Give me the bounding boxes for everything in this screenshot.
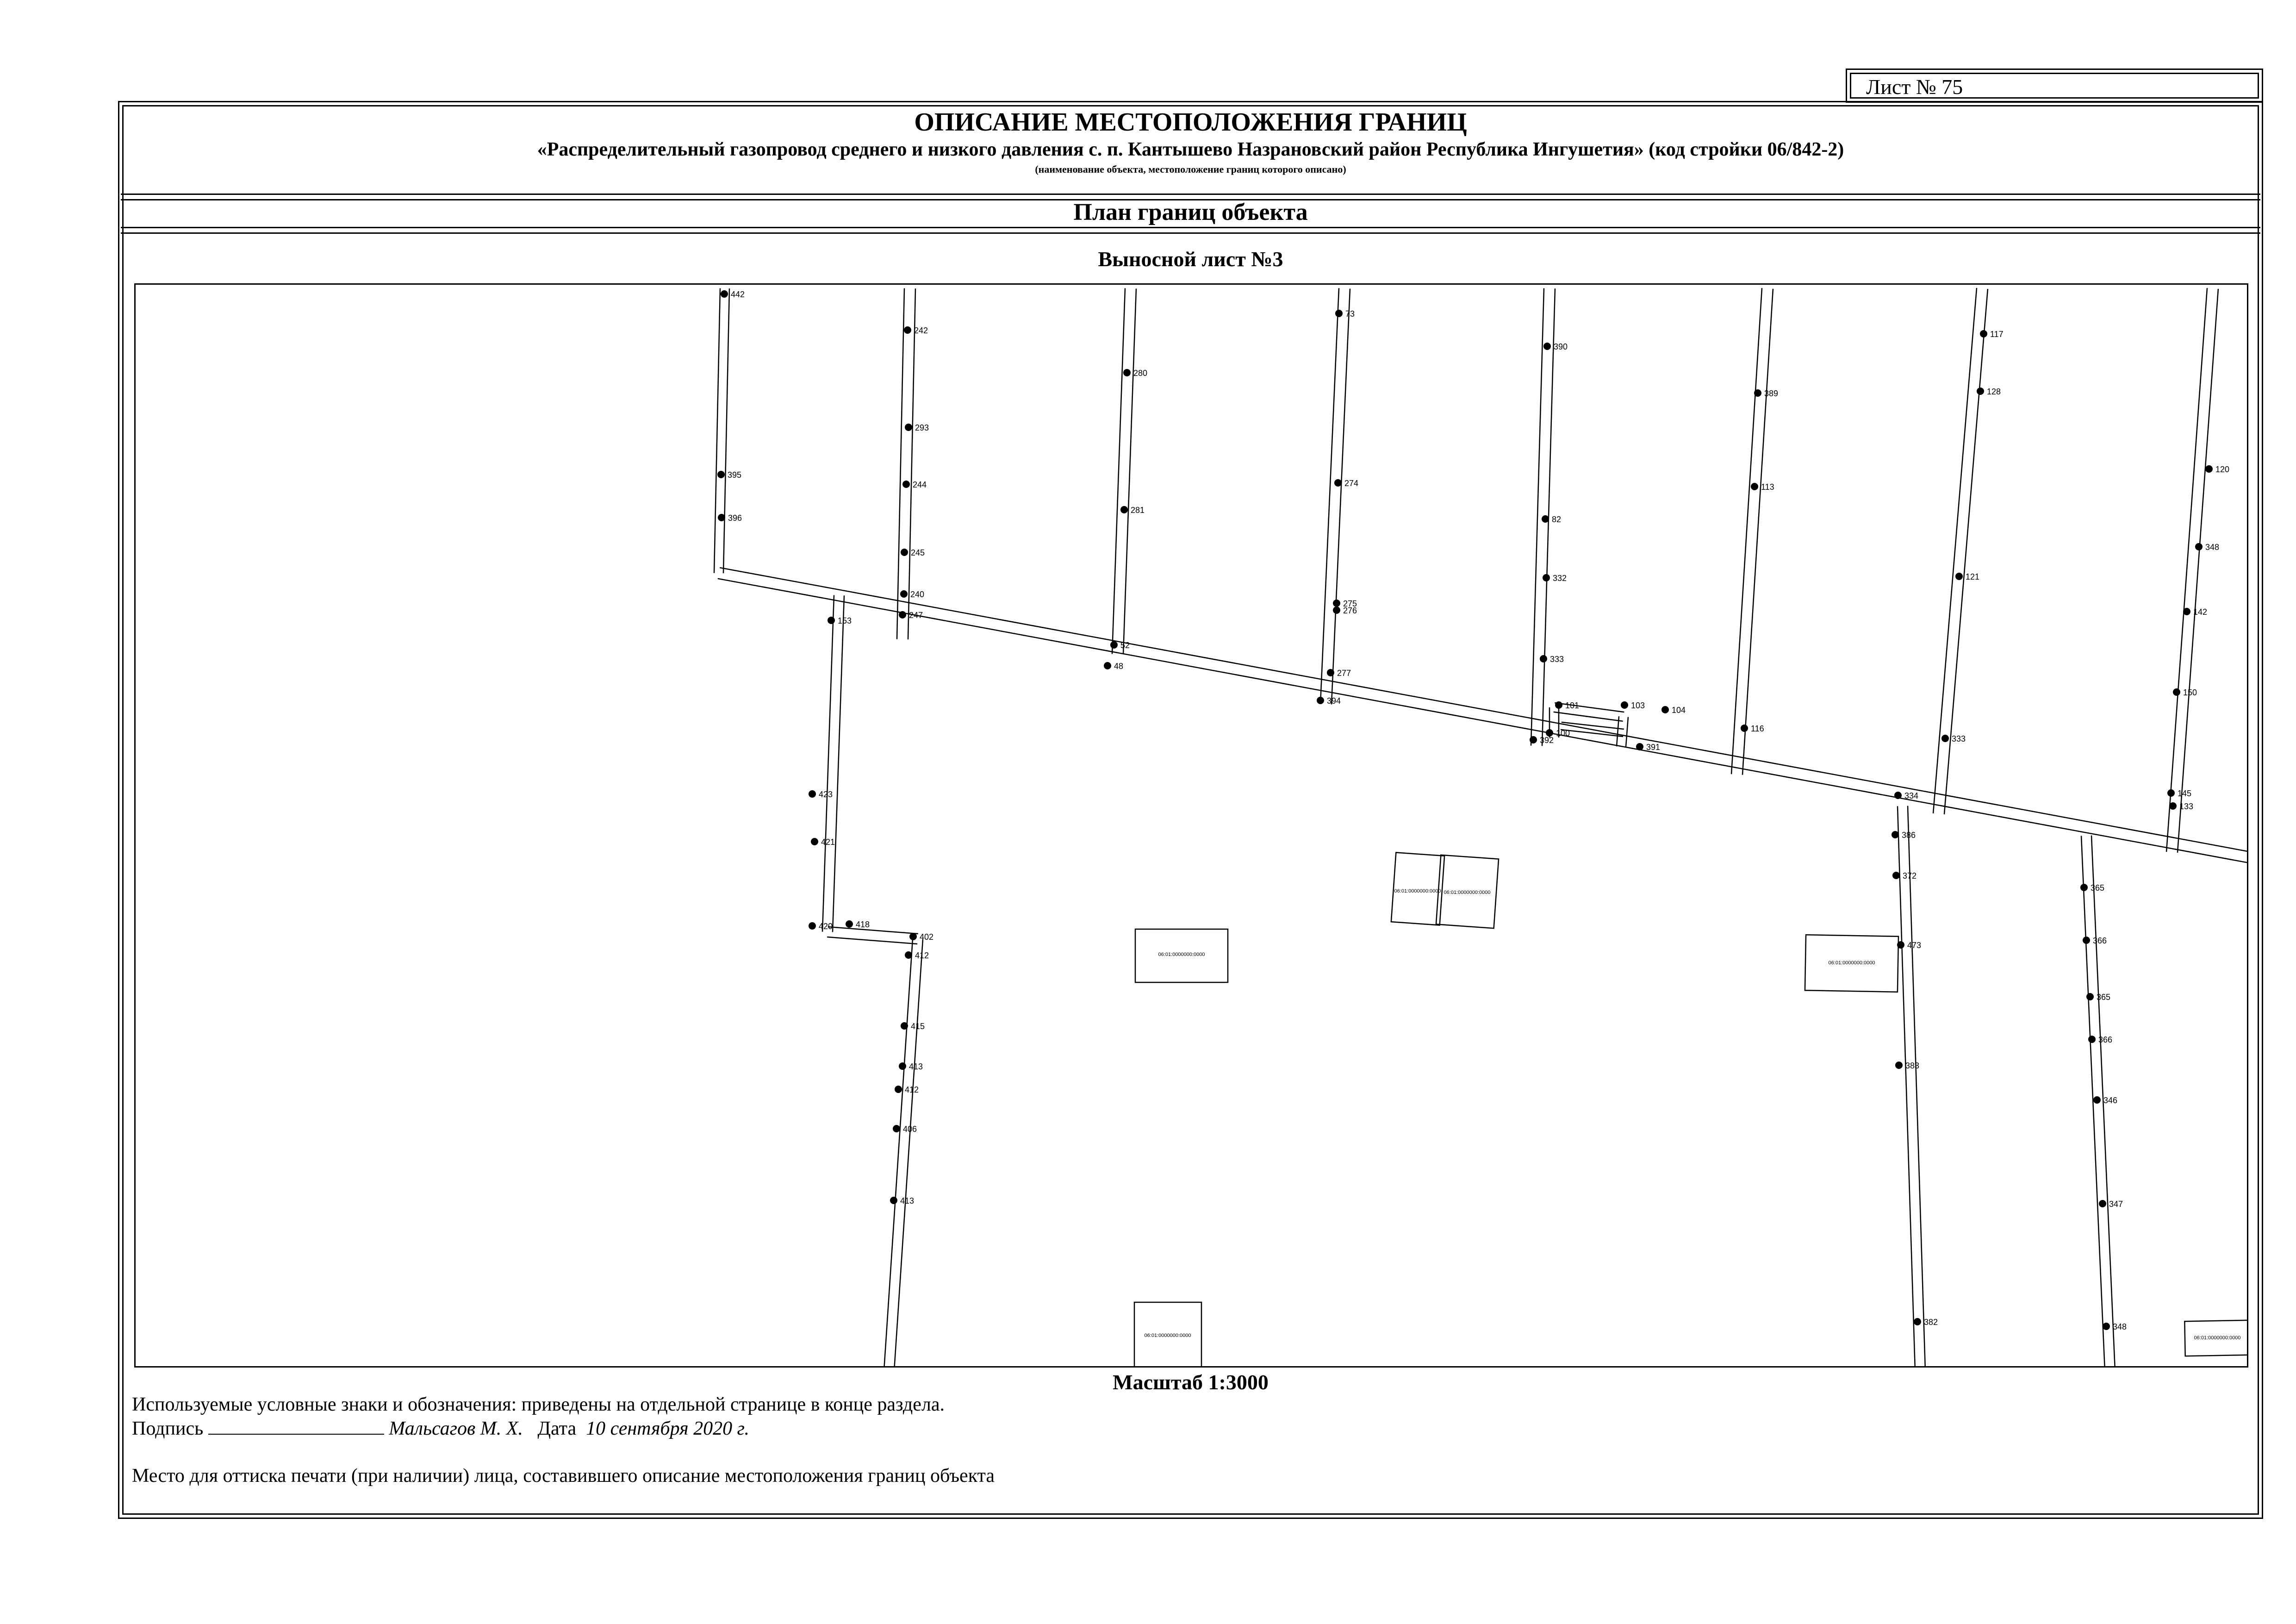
boundary-line: [1626, 717, 1628, 747]
boundary-line: [714, 288, 720, 573]
boundary-point: [1621, 701, 1628, 709]
boundary-point: [721, 290, 728, 298]
boundary-point: [899, 1062, 906, 1070]
boundary-line: [1898, 806, 1915, 1368]
point-label: 348: [2113, 1322, 2127, 1331]
point-label: 293: [915, 423, 929, 432]
boundary-point: [1741, 725, 1748, 732]
boundary-line: [2081, 836, 2105, 1368]
boundary-point: [893, 1125, 900, 1132]
point-label: 421: [821, 837, 835, 847]
point-label: 366: [2093, 936, 2107, 945]
point-label: 247: [909, 611, 923, 620]
point-label: 280: [1133, 369, 1148, 378]
boundary-point: [1892, 831, 1899, 838]
boundary-line: [827, 937, 917, 944]
point-label: 100: [1556, 729, 1570, 738]
boundary-line: [1531, 288, 1544, 746]
boundary-point: [2093, 1096, 2101, 1104]
sheet-number: Лист № 75: [1850, 73, 2259, 99]
boundary-point: [846, 920, 853, 928]
boundary-point: [1751, 483, 1758, 490]
point-label: 281: [1131, 506, 1145, 515]
boundary-line: [833, 595, 844, 932]
boundary-point: [1543, 574, 1550, 581]
point-label: 413: [909, 1062, 923, 1071]
boundary-line: [822, 595, 834, 932]
plan-title-divider: [121, 227, 2260, 228]
point-label: 473: [1907, 941, 1922, 950]
boundary-point: [2099, 1200, 2106, 1207]
signer-name: Мальсагов М. Х.: [389, 1418, 523, 1439]
point-label: 389: [1764, 389, 1779, 398]
boundary-point: [811, 838, 818, 845]
parcel-label: 06:01:0000000:0000: [1444, 890, 1491, 895]
boundary-point: [1327, 669, 1334, 676]
point-label: 332: [1553, 574, 1567, 583]
boundary-point: [899, 611, 906, 618]
point-label: 442: [731, 290, 745, 299]
boundary-point: [1317, 697, 1324, 704]
point-label: 103: [1631, 701, 1645, 710]
point-label: 394: [1327, 696, 1341, 706]
boundary-line: [1320, 288, 1339, 704]
point-label: 104: [1672, 706, 1686, 715]
boundary-point: [1333, 600, 1340, 607]
object-caption: (наименование объекта, местоположение границ которого описано): [1035, 163, 1346, 175]
point-label: 113: [1761, 482, 1774, 492]
header-divider: [121, 194, 2260, 195]
point-label: 365: [2097, 993, 2111, 1002]
boundary-line: [1554, 712, 1623, 721]
point-label: 347: [2109, 1199, 2123, 1209]
point-label: 120: [2215, 465, 2230, 474]
boundary-line: [723, 288, 729, 573]
parcel-label: 06:01:0000000:0000: [1394, 888, 1441, 894]
boundary-point: [1897, 941, 1904, 949]
date-value: 10 сентября 2020 г.: [586, 1418, 749, 1439]
point-label: 372: [1903, 871, 1917, 881]
plan-sheet-title: Выносной лист №3: [1098, 247, 1283, 271]
point-label: 121: [1966, 572, 1980, 581]
boundary-point: [1333, 606, 1340, 614]
boundary-point: [901, 1022, 908, 1030]
boundary-point: [905, 424, 912, 431]
boundary-point: [1895, 1062, 1903, 1069]
boundary-point: [1661, 706, 1669, 713]
boundary-point: [718, 514, 725, 521]
boundary-line: [1944, 289, 1988, 814]
point-label: 415: [911, 1022, 925, 1031]
point-label: 73: [1345, 309, 1355, 319]
scale-label: Масштаб 1:3000: [1113, 1370, 1269, 1394]
boundary-line: [1112, 288, 1125, 654]
point-label: 82: [1552, 515, 1562, 524]
boundary-plan-drawing: [136, 285, 2248, 1368]
point-label: 52: [1120, 641, 1130, 650]
plan-section-title: План границ объекта: [1073, 199, 1308, 225]
boundary-point: [904, 326, 911, 334]
boundary-point: [1914, 1318, 1921, 1325]
boundary-point: [828, 617, 835, 624]
point-label: 391: [1646, 743, 1661, 752]
boundary-point: [1555, 701, 1562, 709]
boundary-plan-map: [134, 283, 2248, 1368]
boundary-line: [2178, 289, 2218, 853]
point-label: 420: [819, 922, 833, 931]
point-label: 333: [1550, 655, 1564, 664]
boundary-point: [1104, 662, 1111, 669]
boundary-point: [1120, 506, 1128, 513]
object-name: «Распределительный газопровод среднего и низкого давления с. п. Кантышево Назрановский район Республика Ингушетия» (код стройки 06/842-2): [537, 139, 1844, 160]
point-label: 275: [1343, 599, 1357, 608]
boundary-point: [1540, 655, 1547, 662]
boundary-line: [838, 601, 2248, 866]
boundary-point: [717, 471, 725, 478]
boundary-line: [828, 927, 918, 934]
parcel-label: 06:01:0000000:0000: [1828, 960, 1875, 966]
boundary-point: [2183, 608, 2190, 615]
point-label: 395: [728, 470, 742, 480]
signature-label: Подпись: [132, 1418, 204, 1439]
boundary-point: [1955, 573, 1963, 580]
boundary-point: [2173, 688, 2180, 696]
date-label: Дата: [537, 1418, 577, 1439]
boundary-point: [809, 922, 816, 930]
boundary-point: [902, 481, 910, 488]
point-label: 276: [1343, 606, 1357, 615]
boundary-point: [2086, 993, 2094, 1000]
boundary-point: [909, 933, 917, 940]
document-title: ОПИСАНИЕ МЕСТОПОЛОЖЕНИЯ ГРАНИЦ: [914, 108, 1467, 137]
stamp-note: Место для оттиска печати (при наличии) лица, составившего описание местоположения границ объекта: [132, 1465, 995, 1487]
boundary-point: [2088, 1036, 2096, 1043]
boundary-point: [1123, 369, 1131, 376]
boundary-point: [2167, 789, 2175, 797]
boundary-line: [1123, 288, 1136, 654]
sheet-number-box: [1846, 69, 2263, 103]
point-label: 413: [900, 1196, 915, 1206]
boundary-point: [1530, 736, 1537, 743]
point-label: 333: [1952, 734, 1966, 743]
boundary-line: [1908, 806, 1925, 1368]
point-label: 386: [1902, 831, 1916, 840]
point-label: 133: [2179, 802, 2194, 811]
signature-row: [132, 1417, 749, 1441]
point-label: 116: [1751, 724, 1764, 733]
point-label: 348: [2205, 543, 2220, 552]
point-label: 423: [819, 790, 833, 799]
point-label: 101: [1565, 701, 1580, 710]
boundary-point: [1636, 743, 1643, 750]
boundary-point: [1335, 310, 1343, 317]
boundary-point: [1941, 735, 1949, 742]
point-label: 334: [1904, 791, 1919, 800]
boundary-point: [1542, 515, 1549, 523]
boundary-point: [1894, 792, 1902, 799]
boundary-line: [897, 288, 904, 639]
boundary-point: [2195, 543, 2203, 550]
boundary-point: [1892, 872, 1900, 879]
parcel-label: 06:01:0000000:0000: [2194, 1335, 2241, 1341]
point-label: 240: [910, 590, 925, 599]
boundary-line: [908, 288, 915, 639]
point-label: 383: [1905, 1061, 1920, 1070]
boundary-point: [1754, 389, 1761, 397]
point-label: 396: [728, 513, 742, 523]
boundary-line: [840, 590, 2248, 855]
point-label: 245: [911, 548, 925, 557]
boundary-line: [718, 579, 838, 601]
point-label: 128: [1987, 387, 2001, 396]
boundary-point: [2169, 802, 2177, 810]
boundary-point: [2205, 465, 2213, 473]
boundary-point: [895, 1086, 902, 1093]
boundary-point: [1334, 479, 1342, 487]
parcel-label: 06:01:0000000:0000: [1158, 952, 1205, 957]
plan-title-divider-2: [121, 232, 2260, 234]
point-label: 406: [903, 1124, 917, 1134]
point-label: 153: [838, 616, 852, 625]
point-label: 390: [1554, 342, 1568, 351]
boundary-point: [900, 590, 908, 598]
boundary-point: [2080, 884, 2088, 891]
boundary-point: [890, 1197, 897, 1204]
point-label: 382: [1924, 1318, 1938, 1327]
point-label: 274: [1344, 479, 1359, 488]
signature-line: [208, 1417, 384, 1435]
boundary-line: [1332, 289, 1350, 705]
boundary-line: [720, 568, 840, 590]
point-label: 150: [2183, 688, 2197, 697]
point-label: 346: [2103, 1096, 2118, 1105]
boundary-point: [1110, 641, 1118, 649]
boundary-point: [2083, 937, 2090, 944]
point-label: 244: [913, 480, 927, 489]
parcel-label: 06:01:0000000:0000: [1144, 1333, 1191, 1338]
point-label: 48: [1114, 662, 1124, 671]
boundary-point: [905, 951, 912, 959]
boundary-point: [2103, 1323, 2110, 1330]
point-label: 145: [2178, 789, 2192, 798]
point-label: 365: [2091, 883, 2105, 893]
point-label: 412: [915, 951, 929, 960]
point-label: 366: [2098, 1035, 2113, 1044]
boundary-point: [1977, 387, 1984, 395]
point-label: 412: [905, 1085, 919, 1094]
point-label: 242: [914, 326, 928, 335]
boundary-line: [2166, 288, 2207, 852]
boundary-point: [1980, 330, 1987, 337]
boundary-point: [809, 790, 816, 798]
point-label: 392: [1540, 736, 1554, 745]
point-label: 277: [1337, 668, 1351, 678]
boundary-point: [901, 549, 908, 556]
point-label: 117: [1990, 330, 2004, 339]
point-label: 142: [2193, 607, 2208, 617]
point-label: 418: [856, 920, 870, 929]
point-label: 402: [920, 932, 934, 942]
legend-note: Используемые условные знаки и обозначения: приведены на отдельной странице в конце раздела.: [132, 1394, 945, 1415]
boundary-point: [1543, 343, 1551, 350]
